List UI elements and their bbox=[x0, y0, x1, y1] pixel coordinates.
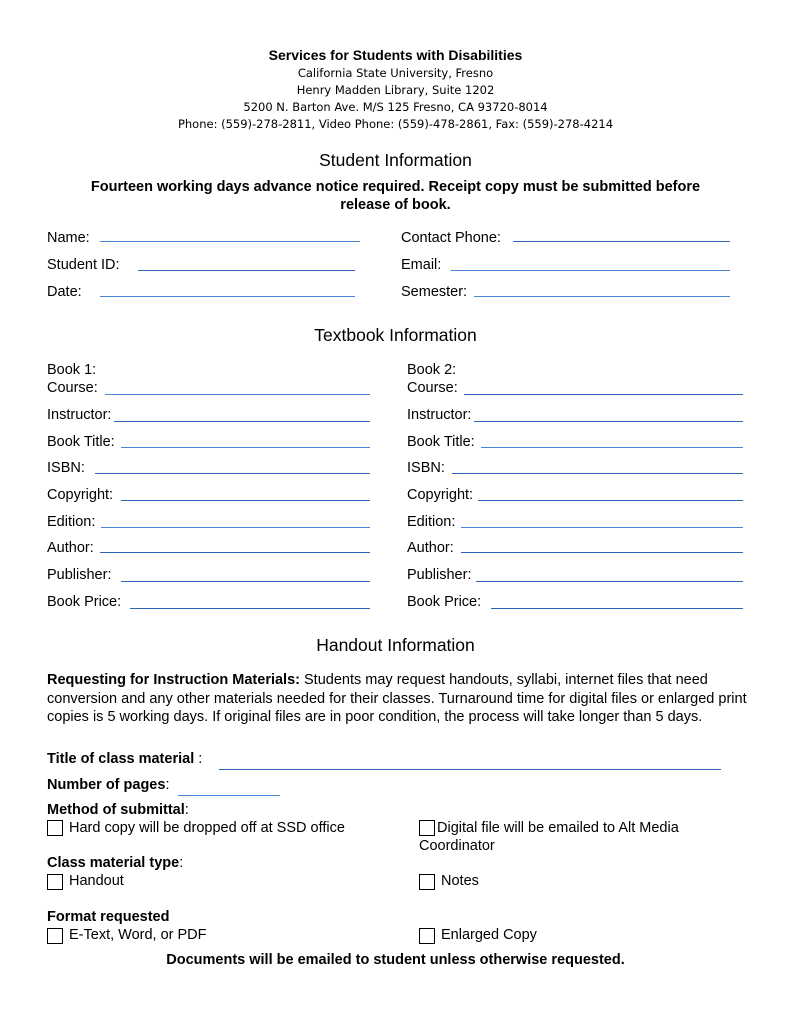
book1-course-field[interactable] bbox=[105, 394, 370, 395]
digital-file-checkbox[interactable] bbox=[419, 820, 435, 836]
date-label: Date: bbox=[47, 284, 82, 300]
book2-author-label: Author: bbox=[407, 540, 454, 556]
hard-copy-checkbox[interactable] bbox=[47, 820, 63, 836]
book2-edition-field[interactable] bbox=[461, 527, 743, 528]
book1-copyright-label: Copyright: bbox=[47, 487, 114, 503]
mailing-address: 5200 N. Barton Ave. M/S 125 Fresno, CA 93720-8014 bbox=[243, 100, 548, 114]
student-id-field[interactable] bbox=[138, 270, 355, 271]
student-information-heading: Student Information bbox=[319, 150, 472, 170]
class-material-title-label: Title of class material : bbox=[47, 751, 203, 767]
delivery-note: Documents will be emailed to student unless otherwise requested. bbox=[166, 952, 625, 968]
book1-price-label: Book Price: bbox=[47, 594, 122, 610]
semester-label: Semester: bbox=[401, 284, 468, 300]
method-of-submittal-label: Method of submittal: bbox=[47, 802, 189, 818]
book2-copyright-field[interactable] bbox=[478, 500, 743, 501]
book2-publisher-label: Publisher: bbox=[407, 567, 472, 583]
book2-title-label: Book Title: bbox=[407, 434, 475, 450]
student-id-label: Student ID: bbox=[47, 257, 120, 273]
book1-author-field[interactable] bbox=[100, 552, 370, 553]
book2-author-field[interactable] bbox=[461, 552, 743, 553]
book1-title-field[interactable] bbox=[121, 447, 370, 448]
name-field[interactable] bbox=[100, 241, 360, 242]
office-title: Services for Students with Disabilities bbox=[268, 47, 523, 63]
instruction-materials-paragraph bbox=[47, 671, 747, 727]
book1-copyright-field[interactable] bbox=[121, 500, 370, 501]
book1-isbn-field[interactable] bbox=[95, 473, 370, 474]
semester-field[interactable] bbox=[474, 296, 730, 297]
book2-heading: Book 2: bbox=[407, 362, 457, 378]
contact-phone-label: Contact Phone: bbox=[401, 230, 501, 246]
number-of-pages-field[interactable] bbox=[178, 795, 280, 796]
enlarged-copy-checkbox[interactable] bbox=[419, 928, 435, 944]
contact-phone-field[interactable] bbox=[513, 241, 730, 242]
contact-numbers: Phone: (559)-278-2811, Video Phone: (559)-478-2861, Fax: (559)-278-4214 bbox=[177, 117, 614, 131]
notes-checkbox[interactable] bbox=[419, 874, 435, 890]
book2-price-field[interactable] bbox=[491, 608, 743, 609]
notice-line-1: Fourteen working days advance notice required. Receipt copy must be submitted before bbox=[90, 179, 701, 195]
book1-instructor-field[interactable] bbox=[114, 421, 370, 422]
format-requested-label: Format requested bbox=[47, 909, 170, 925]
book2-copyright-label: Copyright: bbox=[407, 487, 474, 503]
number-of-pages-label: Number of pages: bbox=[47, 777, 170, 793]
hard-copy-option-label: Hard copy will be dropped off at SSD office bbox=[69, 820, 345, 836]
instruction-materials-text: Students may request handouts, syllabi, internet files that need conversion and any other materials needed for their classes. Turnaround time for digital files or enlarged print copies is 5 working days. If original files are in poor condition, the process will take longer than 5 days. bbox=[47, 672, 747, 725]
advance-notice bbox=[0, 178, 791, 214]
date-field[interactable] bbox=[100, 296, 355, 297]
book1-edition-label: Edition: bbox=[47, 514, 96, 530]
class-material-title-field[interactable] bbox=[219, 769, 721, 770]
handout-information-heading: Handout Information bbox=[316, 635, 475, 655]
book1-instructor-label: Instructor: bbox=[47, 407, 112, 423]
digital-file-option-label-cont: Coordinator bbox=[419, 838, 495, 854]
book2-course-label: Course: bbox=[407, 380, 458, 396]
email-field[interactable] bbox=[451, 270, 730, 271]
book1-edition-field[interactable] bbox=[101, 527, 370, 528]
book2-edition-label: Edition: bbox=[407, 514, 456, 530]
name-label: Name: bbox=[47, 230, 90, 246]
book1-publisher-label: Publisher: bbox=[47, 567, 112, 583]
book1-price-field[interactable] bbox=[130, 608, 370, 609]
instruction-materials-lead: Requesting for Instruction Materials: bbox=[47, 672, 300, 688]
book2-isbn-field[interactable] bbox=[452, 473, 743, 474]
book2-isbn-label: ISBN: bbox=[407, 460, 445, 476]
digital-file-option-label: Digital file will be emailed to Alt Media bbox=[437, 820, 679, 836]
book1-publisher-field[interactable] bbox=[121, 581, 370, 582]
book2-course-field[interactable] bbox=[464, 394, 743, 395]
enlarged-copy-option-label: Enlarged Copy bbox=[441, 927, 537, 943]
handout-option-label: Handout bbox=[69, 873, 124, 889]
notes-option-label: Notes bbox=[441, 873, 479, 889]
notice-line-2: release of book. bbox=[340, 197, 451, 213]
university-name: California State University, Fresno bbox=[297, 66, 494, 80]
library-location: Henry Madden Library, Suite 1202 bbox=[296, 83, 495, 97]
etext-option-label: E-Text, Word, or PDF bbox=[69, 927, 207, 943]
book1-heading: Book 1: bbox=[47, 362, 97, 378]
class-material-type-label: Class material type: bbox=[47, 855, 184, 871]
book2-price-label: Book Price: bbox=[407, 594, 482, 610]
handout-checkbox[interactable] bbox=[47, 874, 63, 890]
book1-author-label: Author: bbox=[47, 540, 94, 556]
textbook-information-heading: Textbook Information bbox=[314, 325, 477, 345]
book1-isbn-label: ISBN: bbox=[47, 460, 85, 476]
book1-course-label: Course: bbox=[47, 380, 98, 396]
book1-title-label: Book Title: bbox=[47, 434, 115, 450]
book2-instructor-field[interactable] bbox=[474, 421, 743, 422]
book2-publisher-field[interactable] bbox=[476, 581, 743, 582]
book2-title-field[interactable] bbox=[481, 447, 743, 448]
etext-checkbox[interactable] bbox=[47, 928, 63, 944]
book2-instructor-label: Instructor: bbox=[407, 407, 472, 423]
email-label: Email: bbox=[401, 257, 442, 273]
